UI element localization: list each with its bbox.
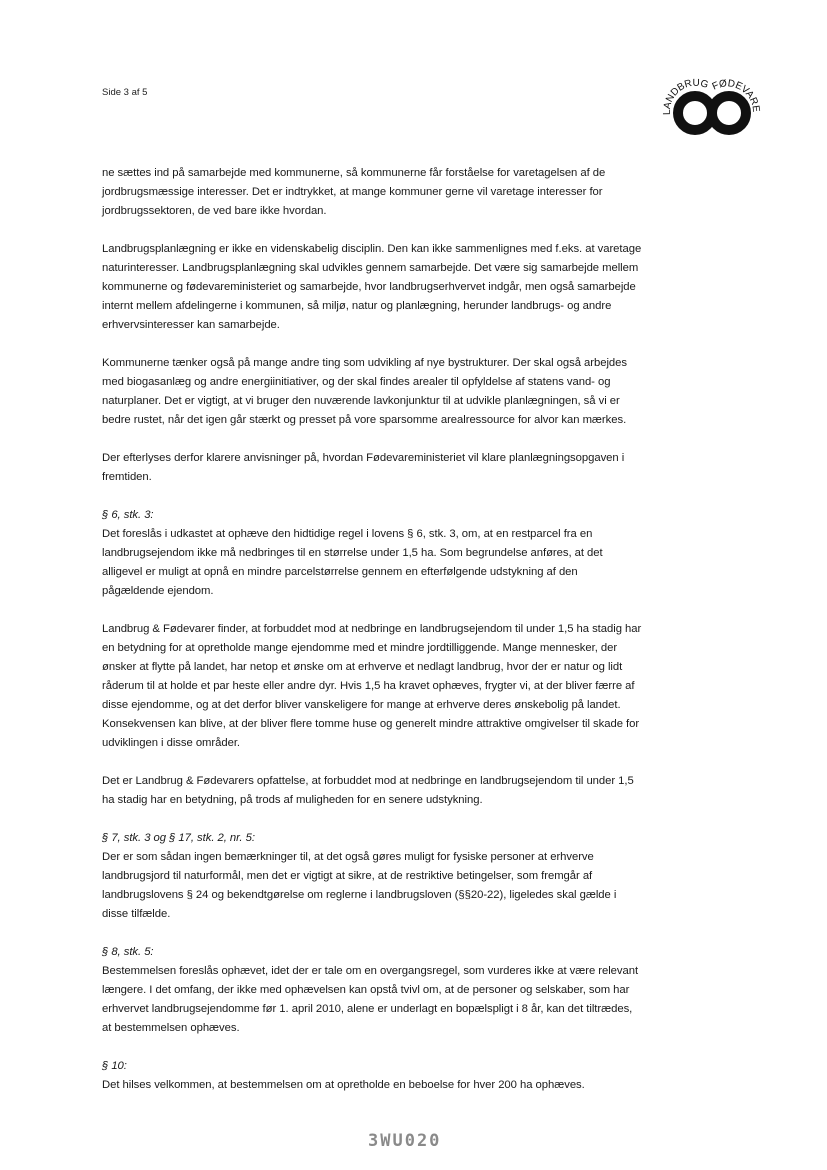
paragraph: Det er Landbrug & Fødevarers opfattelse, at forbuddet mod at nedbringe en landbrugsejendom til under 1,5 ha stadig har en betydning, på trods af muligheden for en senere udstykning. — [102, 775, 634, 806]
paragraph: Kommunerne tænker også på mange andre ting som udvikling af nye bystrukturer. Der skal også arbejdes med biogasanlæg og andre energiinitiativer, og der skal findes arealer til opfyldelse af statens vand- og naturplaner. Det er vigtigt, at vi bruger den nuværende lavkonjunktur til at udvikle planlægningen, så vi er bedre rustet, når det igen går stærkt og presset på vore sparsomme arealressource for alvor kan mærkes. — [102, 357, 627, 426]
section-heading: § 8, stk. 5: — [102, 946, 154, 958]
svg-text:FØDEVARER: FØDEVARE — [710, 78, 762, 113]
page-number: Side 3 af 5 — [102, 87, 148, 98]
paragraph: ne sættes ind på samarbejde med kommunerne, så kommunerne får forståelse for varetagelsen af de jordbrugsmæssige interesser. Det er indtrykket, at mange kommuner gerne vil varetage interesser for jordbrugssektoren, de ved bare ikke hvordan. — [102, 167, 606, 217]
section-heading: § 10: — [102, 1060, 127, 1072]
paragraph: Der efterlyses derfor klarere anvisninger på, hvordan Fødevareministeriet vil klare planlægningsopgaven i fremtiden. — [102, 452, 625, 483]
section-heading: § 7, stk. 3 og § 17, stk. 2, nr. 5: — [102, 832, 255, 844]
paragraph: Der er som sådan ingen bemærkninger til, at det også gøres muligt for fysiske personer at erhverve landbrugsjord til naturformål, men det er vigtigt at sikre, at de restriktive betingelser, som fremgår af landbrugslovens § 24 og bekendtgørelse om reglerne i landbrugsloven (§§20-22), ligeledes skal gælde i disse tilfælde. — [102, 851, 617, 920]
paragraph: Bestemmelsen foreslås ophævet, idet der er tale om en overgangsregel, som vurderes ikke at være relevant længere. I det omfang, der ikke med ophævelsen kan opstå tvivl om, at de personer og selskaber, som har erhvervet landbrugsejendomme før 1. april 2010, alene er underlagt en bopælspligt i 8 år, kan det tiltrædes, at bestemmelsen ophæves. — [102, 965, 639, 1034]
paragraph: Det foreslås i udkastet at ophæve den hidtidige regel i lovens § 6, stk. 3, om, at en restparcel fra en landbrugsejendom ikke må nedbringes til en størrelse under 1,5 ha. Som begrundelse anføres, at det alligevel er muligt at opnå en mindre parcelstørrelse gennem en efterfølgende udstykning af den pågældende ejendom. — [102, 528, 603, 597]
paragraph: Landbrug & Fødevarer finder, at forbuddet mod at nedbringe en landbrugsejendom til under 1,5 ha stadig har en betydning for at opretholde mange ejendomme med et mindre jordtilliggende. Mange mennesker, der ønsker at flytte på landet, har netop et ønske om at erhverve et nedlagt landbrug, hvor der er natur og lidt råderum til at holde et par heste eller andre dyr. Hvis 1,5 ha kravet ophæves, frygter vi, at der bliver færre af disse ejendomme, og at det derfor bliver vanskeligere for mange at erhverve deres ønskebolig på landet. Konsekvensen kan blive, at der bliver flere tomme huse og generelt mindre attraktive omgivelser til skade for udviklingen i disse områder. — [102, 623, 642, 749]
paragraph: Landbrugsplanlægning er ikke en videnskabelig disciplin. Den kan ikke sammenlignes med f.eks. at varetage naturinteresser. Landbrugsplanlægning skal udvikles gennem samarbejde. Det være sig samarbejde mellem kommunerne og fødevareministeriet og samarbejde, hvor landbrugserhvervet indgår, men også samarbejde internt mellem afdelingerne i kommunen, så miljø, natur og planlægning, herunder landbrugs- og andre erhvervsinteresser kan samarbejde. — [102, 243, 642, 331]
document-body — [102, 164, 642, 1114]
svg-text:LANDBRUG: LANDBRUG — [661, 77, 710, 116]
paragraph: Det hilses velkommen, at bestemmelsen om at opretholde en beboelse for hver 200 ha ophæves. — [102, 1079, 585, 1091]
landbrug-foedevarer-logo — [652, 68, 768, 150]
section-heading: § 6, stk. 3: — [102, 509, 154, 521]
document-stamp: 3WU020 — [368, 1131, 442, 1151]
